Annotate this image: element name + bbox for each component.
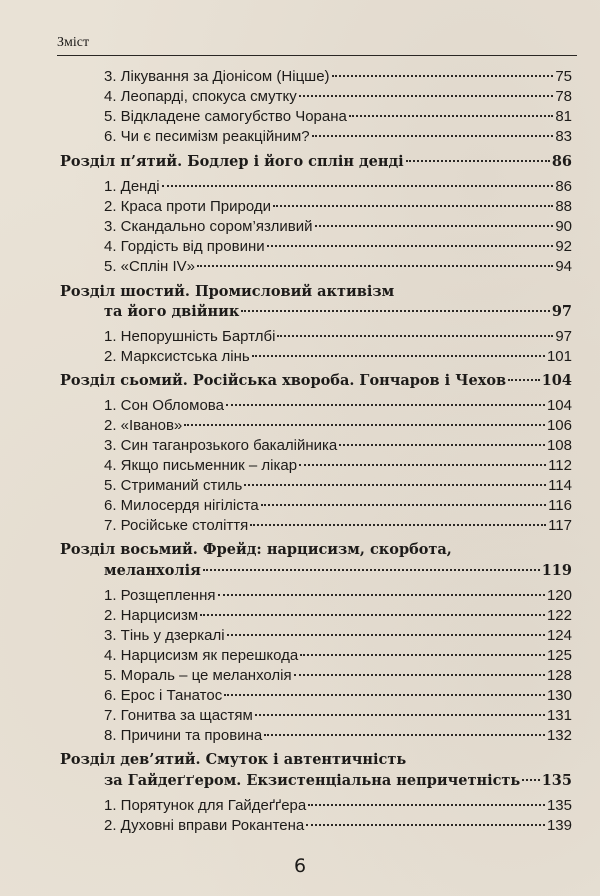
- toc-entry-title: 3. Скандально сором’язливий: [104, 218, 313, 235]
- toc-chapter-heading: Розділ восьмий. Фрейд: нарцисизм, скорбота,: [60, 541, 452, 558]
- toc-page-number: 83: [555, 128, 572, 145]
- dot-leader: [226, 404, 545, 406]
- page-number: 6: [293, 855, 307, 877]
- toc-entry-title: 4. Нарцисизм як перешкода: [104, 647, 299, 664]
- dot-leader: [244, 484, 546, 486]
- toc-entry: [104, 107, 572, 127]
- dot-leader: [218, 594, 545, 596]
- dot-leader: [255, 714, 545, 716]
- toc-entry-title: 5. Мораль – це меланхолія: [104, 667, 292, 684]
- toc-entry-title: 5. Стриманий стиль: [104, 477, 243, 494]
- toc-chapter-heading: Розділ дев’ятий. Смуток і автентичність: [60, 751, 407, 768]
- toc-page-number: 88: [555, 198, 572, 215]
- toc-entry-title: 4. Якщо письменник – лікар: [104, 457, 298, 474]
- toc-page-number: 125: [546, 647, 572, 664]
- dot-leader: [315, 225, 554, 227]
- toc-entry: [104, 347, 572, 367]
- toc-entry-title: та його двійник: [104, 303, 240, 320]
- toc-chapter-heading: [60, 152, 572, 172]
- toc-page-number: 130: [546, 687, 572, 704]
- toc-entry-title: 1. Непорушність Бартлбі: [104, 328, 276, 345]
- toc-entry-title: 2. Нарцисизм: [104, 607, 199, 624]
- toc-entry: [104, 127, 572, 147]
- toc-entry: [104, 606, 572, 626]
- toc-page-number: 86: [551, 153, 572, 170]
- toc-page-number: 97: [555, 328, 572, 345]
- toc-page-number: 86: [555, 178, 572, 195]
- toc-entry: [104, 516, 572, 536]
- toc-chapter-heading: [104, 561, 572, 581]
- toc-entry: [104, 436, 572, 456]
- toc-entry: [104, 706, 572, 726]
- toc-entry: [104, 197, 572, 217]
- toc-chapter-heading: Розділ шостий. Промисловий активізм: [60, 283, 395, 300]
- toc-entry-title: 2. Краса проти Природи: [104, 198, 271, 215]
- dot-leader: [406, 160, 550, 162]
- toc-entry-title: 1. Порятунок для Гайдеґґера: [104, 797, 307, 814]
- dot-leader: [197, 265, 553, 267]
- toc-entry-title: 2. Духовні вправи Рокантена: [104, 817, 305, 834]
- toc-page-number: 116: [548, 497, 572, 514]
- dot-leader: [273, 205, 553, 207]
- toc-page-number: 101: [546, 348, 572, 365]
- toc-chapter-heading: [104, 302, 572, 322]
- dot-leader: [203, 569, 540, 571]
- dot-leader: [224, 694, 545, 696]
- dot-leader: [227, 634, 545, 636]
- toc-entry-title: 1. Розщеплення: [104, 587, 216, 604]
- toc-entry: [104, 67, 572, 87]
- toc-page-number: 104: [541, 372, 572, 389]
- dot-leader: [308, 804, 545, 806]
- toc-entry: [104, 626, 572, 646]
- toc-entry-title: 4. Леопарді, спокуса смутку: [104, 88, 297, 105]
- toc-entry: [104, 257, 572, 277]
- toc-page-number: 131: [546, 707, 572, 724]
- toc-entry-title: Розділ п’ятий. Бодлер і його сплін денді: [60, 153, 404, 170]
- toc-entry: [104, 816, 572, 836]
- dot-leader: [184, 424, 545, 426]
- toc-page-number: 122: [546, 607, 572, 624]
- toc-page-number: 92: [555, 238, 572, 255]
- toc-entry: [104, 177, 572, 197]
- dot-leader: [162, 185, 554, 187]
- toc-page-number: 78: [555, 88, 572, 105]
- toc-entry: [104, 666, 572, 686]
- dot-leader: [264, 734, 545, 736]
- toc-entry: [104, 796, 572, 816]
- toc-page-number: 112: [548, 457, 572, 474]
- toc-entry: [104, 396, 572, 416]
- dot-leader: [300, 654, 545, 656]
- toc-entry-title: 3. Лікування за Діонісом (Ніцше): [104, 68, 330, 85]
- toc-page-number: 120: [546, 587, 572, 604]
- toc-entry-title: за Гайдеґґером. Екзистенціальна непричетність: [104, 772, 521, 789]
- toc-entry: [104, 456, 572, 476]
- toc-page-number: 106: [546, 417, 572, 434]
- toc-entry-title: Розділ сьомий. Російська хвороба. Гончаров і Чехов: [60, 372, 507, 389]
- dot-leader: [277, 335, 553, 337]
- toc-entry-title: 5. «Сплін IV»: [104, 258, 196, 275]
- toc-entry: [104, 496, 572, 516]
- toc-page-number: 135: [546, 797, 572, 814]
- toc-entry: [104, 416, 572, 436]
- toc-page-number: 114: [548, 477, 572, 494]
- toc-entry-title: 3. Син таганрозького бакалійника: [104, 437, 338, 454]
- dot-leader: [349, 115, 553, 117]
- dot-leader: [312, 135, 554, 137]
- toc-entry-title: 1. Сон Обломова: [104, 397, 224, 414]
- toc-page-number: 139: [546, 817, 572, 834]
- running-head: Зміст: [57, 35, 577, 56]
- dot-leader: [522, 779, 539, 781]
- toc-entry-title: 5. Відкладене самогубство Чорана: [104, 108, 347, 125]
- dot-leader: [332, 75, 554, 77]
- dot-leader: [267, 245, 554, 247]
- toc-entry: [104, 686, 572, 706]
- dot-leader: [299, 464, 546, 466]
- toc-entry: [104, 726, 572, 746]
- dot-leader: [200, 614, 545, 616]
- toc-page-number: 104: [546, 397, 572, 414]
- toc-chapter-heading: [60, 371, 572, 391]
- toc-entry-title: 2. Марксистська лінь: [104, 348, 250, 365]
- dot-leader: [261, 504, 546, 506]
- dot-leader: [306, 824, 545, 826]
- toc-page-number: 97: [551, 303, 572, 320]
- toc-entry-title: 6. Милосердя нігіліста: [104, 497, 259, 514]
- toc-entry-title: 4. Гордість від провини: [104, 238, 265, 255]
- toc-entry-title: 2. «Іванов»: [104, 417, 183, 434]
- toc-page-number: 75: [555, 68, 572, 85]
- dot-leader: [252, 355, 545, 357]
- toc-entry: [104, 476, 572, 496]
- dot-leader: [508, 379, 540, 381]
- toc-page-number: 132: [546, 727, 572, 744]
- toc-entry: [104, 237, 572, 257]
- dot-leader: [241, 310, 550, 312]
- toc-entry-title: 7. Російське століття: [104, 517, 249, 534]
- toc-entry: [104, 646, 572, 666]
- toc-page-number: 135: [541, 772, 572, 789]
- toc-chapter-heading: [104, 771, 572, 791]
- toc-entry: [104, 87, 572, 107]
- toc-entry-title: 7. Гонитва за щастям: [104, 707, 253, 724]
- toc-entry: [104, 327, 572, 347]
- toc-page-number: 108: [546, 437, 572, 454]
- toc-page-number: 94: [555, 258, 572, 275]
- dot-leader: [299, 95, 554, 97]
- toc-entry-title: 6. Чи є песимізм реакційним?: [104, 128, 310, 145]
- toc-entry-title: 3. Тінь у дзеркалі: [104, 627, 225, 644]
- toc-page-number: 124: [546, 627, 572, 644]
- toc-entry: [104, 586, 572, 606]
- dot-leader: [250, 524, 546, 526]
- toc-entry-title: 6. Ерос і Танатос: [104, 687, 223, 704]
- toc-page-number: 117: [548, 517, 572, 534]
- toc-page-number: 128: [546, 667, 572, 684]
- dot-leader: [339, 444, 545, 446]
- toc-entry-title: 8. Причини та провина: [104, 727, 263, 744]
- toc-page-number: 81: [555, 108, 572, 125]
- toc-entry-title: меланхолія: [104, 562, 201, 579]
- toc-entry: [104, 217, 572, 237]
- toc-page-number: 119: [541, 562, 572, 579]
- dot-leader: [294, 674, 545, 676]
- toc-page-number: 90: [555, 218, 572, 235]
- toc-entry-title: 1. Денді: [104, 178, 160, 195]
